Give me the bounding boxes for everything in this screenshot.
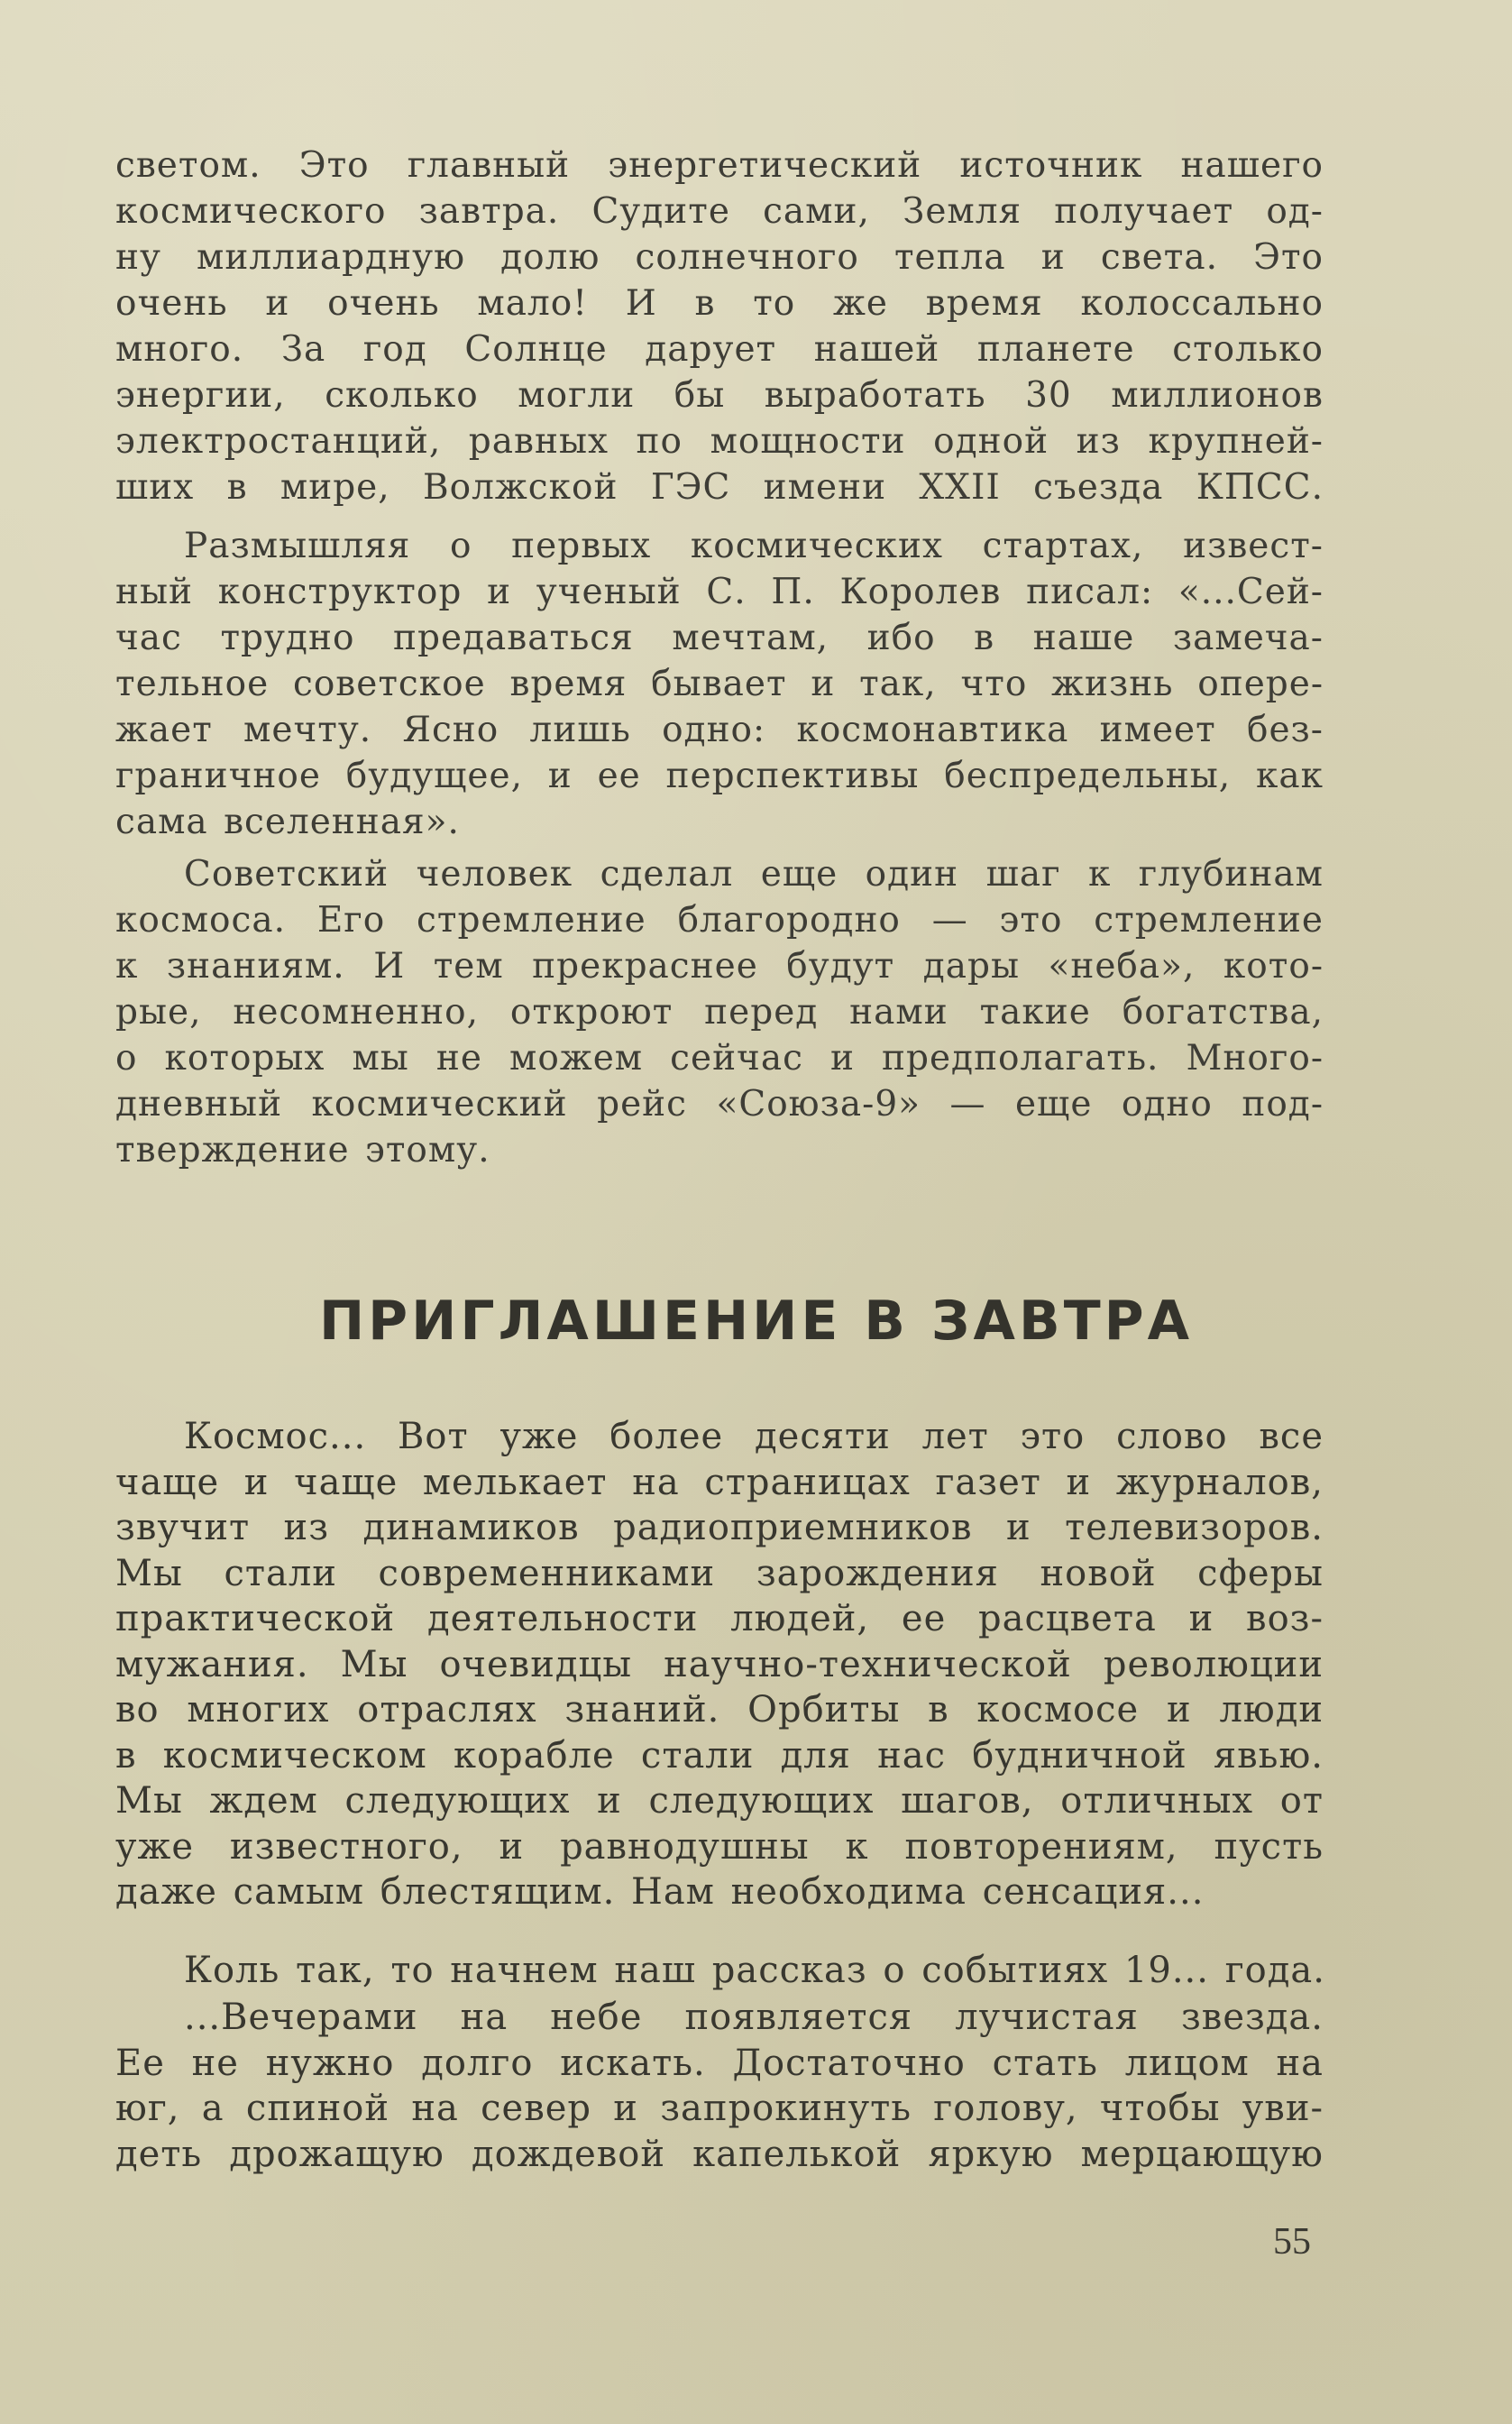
text-line: ный конструктор и ученый С. П. Королев писал: «...Сей-	[115, 572, 1324, 612]
text-line: звучит из динамиков радиоприемников и телевизоров.	[115, 1507, 1324, 1548]
paragraph-story-start	[115, 1948, 1324, 1994]
paragraph-korolev-quote	[115, 523, 1324, 845]
text-line: много. За год Солнце дарует нашей планете столько	[115, 329, 1324, 370]
text-line: Размышляя о первых космических стартах, извест-	[184, 526, 1324, 566]
text-line: Коль так, то начнем наш рассказ о событиях 19... года.	[184, 1950, 1325, 1991]
text-line: час трудно предаваться мечтам, ибо в наше замеча-	[115, 618, 1324, 658]
text-line: рые, несомненно, откроют перед нами такие богатства,	[115, 992, 1324, 1033]
text-line: тельное советское время бывает и так, что жизнь опере-	[115, 664, 1324, 704]
text-line: ну миллиардную долю солнечного тепла и света. Это	[115, 237, 1324, 278]
text-line: Советский человек сделал еще один шаг к глубинам	[184, 854, 1324, 895]
text-line: электростанций, равных по мощности одной из крупней-	[115, 421, 1324, 462]
text-line: жает мечту. Ясно лишь одно: космонавтика имеет без-	[115, 710, 1324, 750]
text-line: практической деятельности людей, ее расцвета и воз-	[115, 1598, 1324, 1639]
text-line: к знаниям. И тем прекраснее будут дары «неба», кото-	[115, 946, 1324, 987]
text-line: даже самым блестящим. Нам необходима сенсация...	[115, 1871, 1205, 1913]
text-line: уже известного, и равнодушны к повторениям, пусть	[115, 1825, 1324, 1868]
text-line: деть дрожащую дождевой капелькой яркую мерцающую	[115, 2133, 1324, 2175]
text-line: энергии, сколько могли бы выработать 30 миллионов	[115, 375, 1324, 416]
text-line: о которых мы не можем сейчас и предполагать. Много-	[115, 1038, 1324, 1079]
text-line: мужания. Мы очевидцы научно-технической революции	[115, 1643, 1324, 1685]
page-number: 55	[1273, 2221, 1311, 2263]
paragraph-cosmos-intro	[115, 1414, 1324, 1915]
text-line: дневный космический рейс «Союза-9» — еще одно под-	[115, 1084, 1324, 1125]
text-line: в космическом корабле стали для нас будничной явью.	[115, 1734, 1324, 1777]
text-line: ...Вечерами на небе появляется лучистая звезда.	[184, 1997, 1324, 2038]
text-line: граничное будущее, и ее перспективы беспредельны, как	[115, 756, 1324, 796]
text-line: сама вселенная».	[115, 802, 460, 842]
text-line: во многих отраслях знаний. Орбиты в космосе и люди	[115, 1689, 1324, 1731]
text-line: Мы стали современниками зарождения новой сферы	[115, 1552, 1324, 1594]
text-line: Космос... Вот уже более десяти лет это слово все	[184, 1416, 1324, 1457]
text-line: Ее не нужно долго искать. Достаточно стать лицом на	[115, 2042, 1324, 2084]
text-line: Мы ждем следующих и следующих шагов, отличных от	[115, 1780, 1324, 1822]
text-line: юг, а спиной на север и запрокинуть голову, чтобы уви-	[115, 2088, 1324, 2129]
text-line: тверждение этому.	[115, 1130, 490, 1171]
paragraph-soyuz-9	[115, 851, 1324, 1173]
text-line: ших в мире, Волжской ГЭС имени XXII съезда КПСС.	[115, 467, 1324, 508]
text-line: космического завтра. Судите сами, Земля получает од-	[115, 191, 1324, 232]
paragraph-evening-star	[115, 1995, 1324, 2177]
paragraph-solar-energy	[115, 142, 1324, 510]
chapter-heading: ПРИГЛАШЕНИЕ В ЗАВТРА	[318, 1290, 1194, 1353]
text-line: космоса. Его стремление благородно — это стремление	[115, 900, 1324, 941]
text-line: очень и очень мало! И в то же время колоссально	[115, 283, 1324, 324]
text-line: чаще и чаще мелькает на страницах газет и журналов,	[115, 1461, 1324, 1503]
text-line: светом. Это главный энергетический источник нашего	[115, 145, 1324, 186]
